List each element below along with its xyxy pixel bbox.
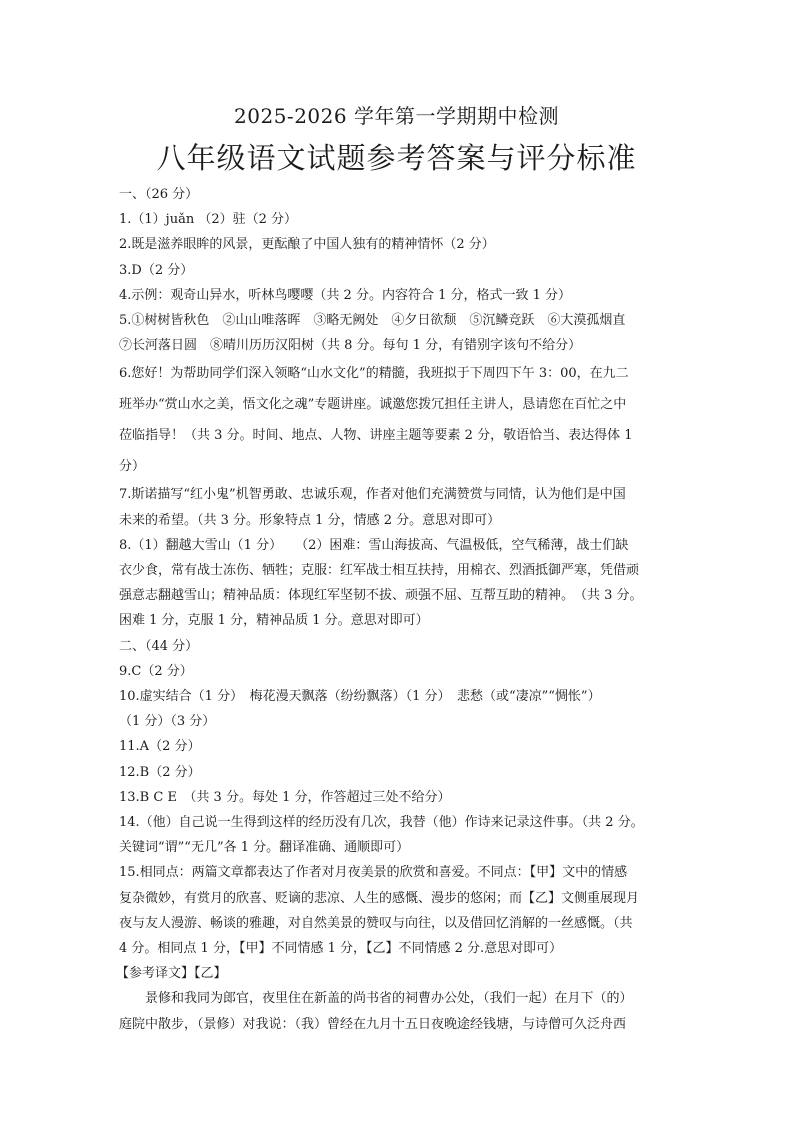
answer-line: 复杂微妙，有赏月的欣喜、贬谪的悲凉、人生的感慨、漫步的悠闲；而【乙】文侧重展现月 [119,890,640,906]
answer-line: 7.斯诺描写“红小鬼”机智勇敢、忠诚乐观，作者对他们充满赞赏与同情，认为他们是中国 [119,487,626,503]
answer-line: （1 分）（3 分） [119,714,216,730]
answer-line: 分） [119,459,146,475]
translation-line: 景修和我同为郎官，夜里住在新盖的尚书省的祠曹办公处，（我们一起）在月下（的） [145,991,633,1007]
answer-line: 未来的希望。（共 3 分。形象特点 1 分，情感 2 分。意思对即可） [119,512,501,528]
answer-line: 3.D（2 分） [119,262,194,278]
exam-title: 2025-2026 学年第一学期期中检测 [234,104,559,128]
answer-line: 5.①树树皆秋色 ②山山唯落晖 ③略无阙处 ④夕日欲颓 ⑤沉鳞竞跃 ⑥大漠孤烟直 [119,313,626,329]
answer-line: 4.示例：观奇山异水，听林鸟嘤嘤（共 2 分。内容符合 1 分，格式一致 1 分） [119,287,572,303]
section-heading-1: 一、（26 分） [119,187,199,202]
answer-line: 班举办“赏山水之美，悟文化之魂”专题讲座。诚邀您拨冗担任主讲人，恳请您在百忙之中 [119,397,627,413]
answer-line: 10.虚实结合（1 分） 梅花漫天飘落（纷纷飘落）（1 分） 悲愁（或“凄凉”“惆怅”） [119,689,601,705]
answer-line: 8.（1）翻越大雪山（1 分） （2）困难：雪山海拔高、气温极低，空气稀薄，战士们缺 [119,537,629,553]
answer-line: 15.相同点：两篇文章都表达了作者对月夜美景的欣赏和喜爱。不同点：【甲】文中的情感 [119,865,628,881]
answer-line: 2.既是滋养眼眸的风景，更酝酿了中国人独有的精神情怀（2 分） [119,237,495,253]
answer-line: 4 分。相同点 1 分，【甲】不同情感 1 分，【乙】不同情感 2 分.意思对即可） [119,941,563,957]
reference-translation-heading: 【参考译文】【乙】 [116,966,227,982]
answer-line: 莅临指导！（共 3 分。时间、地点、人物、讲座主题等要素 2 分，敬语恰当、表达得体 1 [119,428,633,444]
answer-line: 11.A（2 分） [119,739,201,755]
answer-line: 6.您好！为帮助同学们深入领略“山水文化”的精髓，我班拟于下周四下午 3：00，在九二 [119,366,629,382]
answer-line: 强意志翻越雪山；精神品质：体现红军坚韧不拔、顽强不屈、互帮互助的精神。 （共 3 分。 [119,588,643,604]
translation-line: 庭院中散步，（景修）对我说：（我）曾经在九月十五日夜晚途经钱塘，与诗僧可久泛舟西 [119,1016,627,1032]
answer-line: 14.（他）自己说一生得到这样的经历没有几次，我替（他）作诗来记录这件事。（共 2 分。 [119,815,644,831]
answer-line: ⑦长河落日圆 ⑧晴川历历汉阳树（共 8 分。每句 1 分，有错别字该句不给分） [119,338,582,354]
answer-line: 困难 1 分，克服 1 分，精神品质 1 分。意思对即可） [119,613,429,629]
answer-line: 9.C（2 分） [119,663,193,679]
answer-line: 12.B（2 分） [119,764,201,780]
answer-line: 衣少食，常有战士冻伤、牺牲；克服：红军战士相互扶持，用棉衣、烈酒抵御严寒，凭借顽 [119,563,640,579]
section-heading-2: 二、（44 分） [119,638,199,654]
answer-line: 关键词“谓”“无几”各 1 分。翻译准确、通顺即可） [119,840,410,856]
answer-content [116,182,679,1037]
answer-key-title: 八年级语文试题参考答案与评分标准 [156,141,637,175]
answer-line: 夜与友人漫游、畅谈的雅趣，对自然美景的赞叹与向往，以及借回忆消解的一丝感慨。（共 [119,915,633,931]
answer-line: 13.B C E （共 3 分。每处 1 分，作答超过三处不给分） [119,789,451,805]
answer-line: 1.（1）juǎn （2）驻（2 分） [119,212,298,228]
